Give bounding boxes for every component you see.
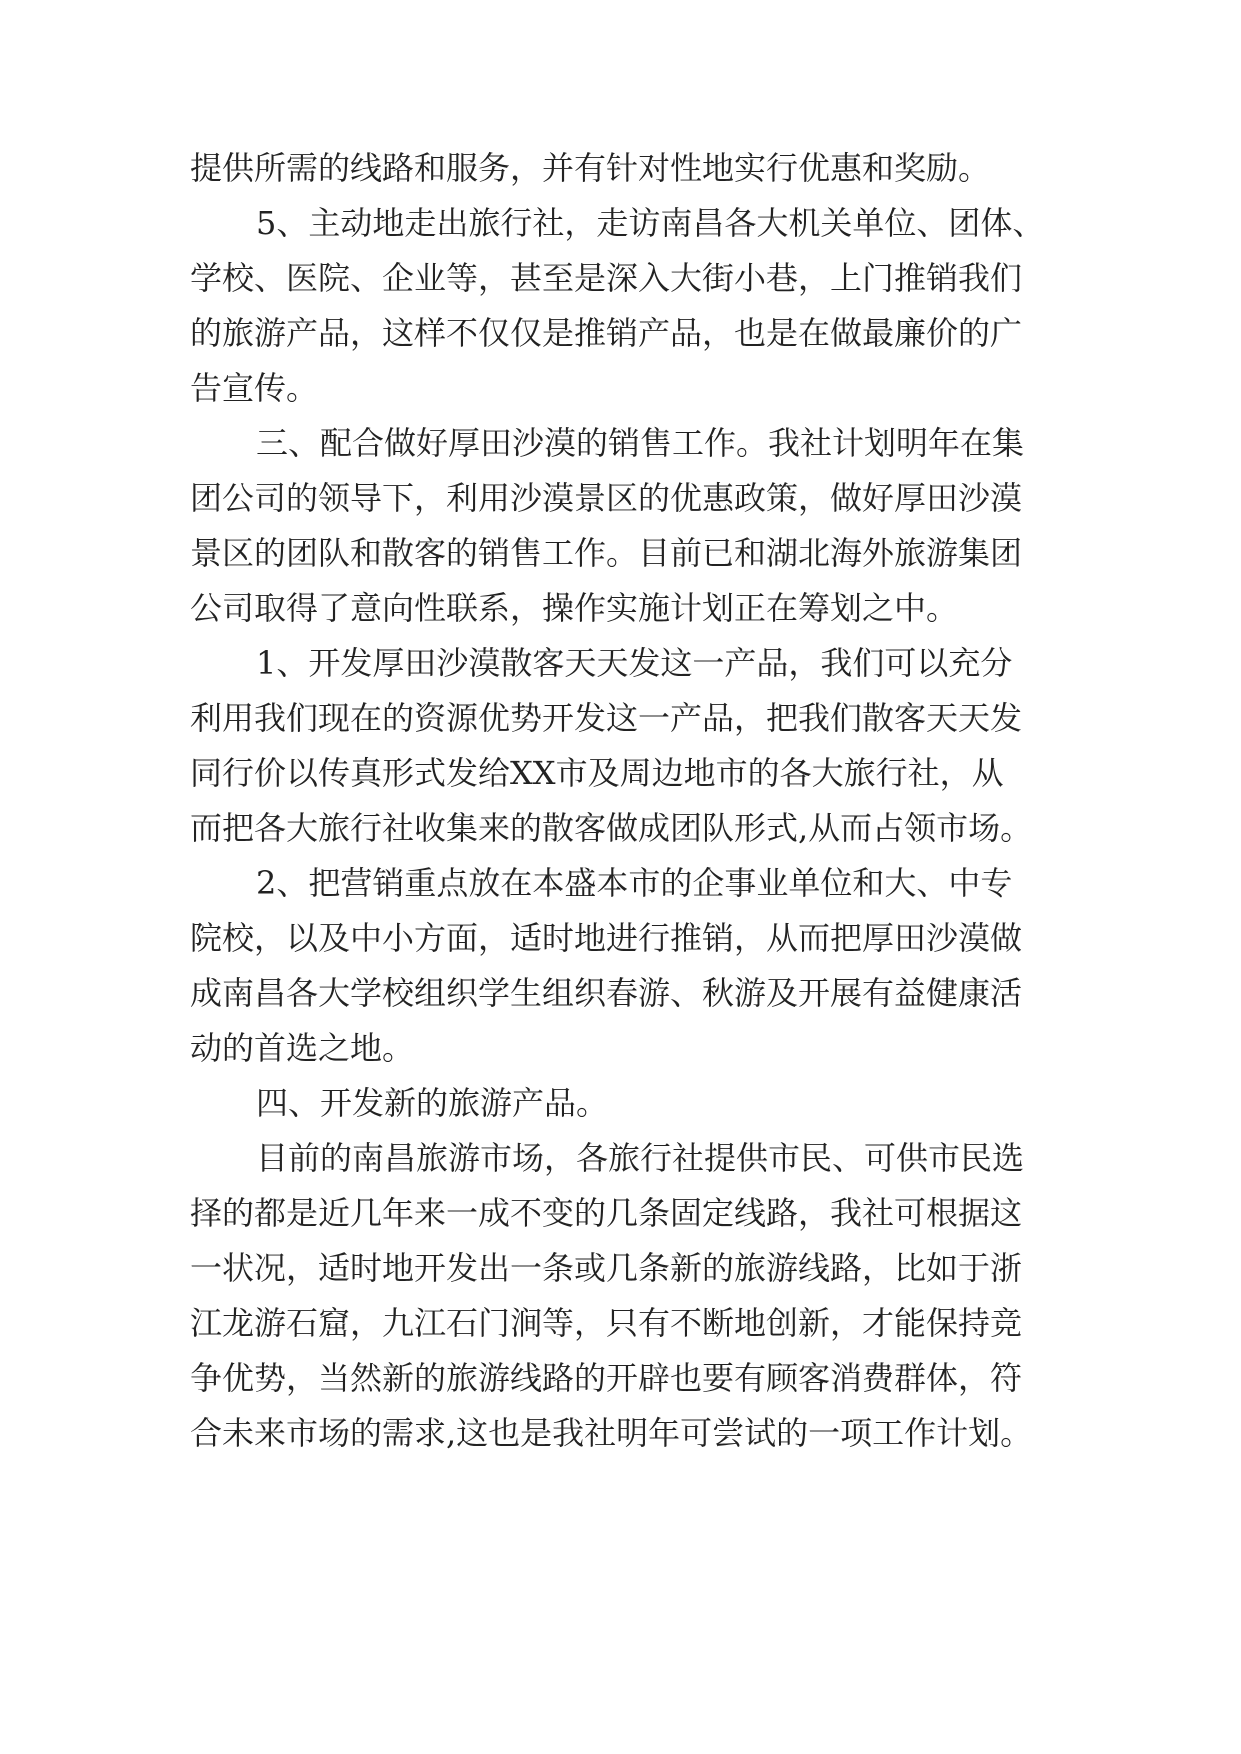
text-line: 同行价以传真形式发给XX市及周边地市的各大旅行社，从 — [190, 754, 1004, 792]
text-line: 成南昌各大学校组织学生组织春游、秋游及开展有益健康活 — [190, 974, 1023, 1012]
text-line: 团公司的领导下，利用沙漠景区的优惠政策，做好厚田沙漠 — [190, 479, 1023, 517]
text-line: 动的首选之地。 — [190, 1029, 415, 1067]
text-line: 江龙游石窟，九江石门涧等，只有不断地创新，才能保持竞 — [190, 1304, 1023, 1342]
text-line: 5、主动地走出旅行社，走访南昌各大机关单位、团体、 — [256, 204, 1045, 242]
text-line: 择的都是近几年来一成不变的几条固定线路，我社可根据这 — [190, 1194, 1023, 1232]
text-line: 一状况，适时地开发出一条或几条新的旅游线路，比如于浙 — [190, 1249, 1023, 1287]
text-line: 四、开发新的旅游产品。 — [256, 1084, 609, 1122]
text-line: 目前的南昌旅游市场，各旅行社提供市民、可供市民选 — [256, 1139, 1025, 1177]
text-line: 学校、医院、企业等，甚至是深入大街小巷，上门推销我们 — [190, 259, 1023, 297]
text-line: 利用我们现在的资源优势开发这一产品，把我们散客天天发 — [190, 699, 1023, 737]
text-line: 告宣传。 — [190, 369, 319, 407]
text-line: 合未来市场的需求,这也是我社明年可尝试的一项工作计划。 — [190, 1414, 1033, 1452]
text-line: 提供所需的线路和服务，并有针对性地实行优惠和奖励。 — [190, 149, 991, 187]
text-line: 而把各大旅行社收集来的散客做成团队形式,从而占领市场。 — [190, 809, 1033, 847]
text-line: 公司取得了意向性联系，操作实施计划正在筹划之中。 — [190, 589, 959, 627]
text-line: 景区的团队和散客的销售工作。目前已和湖北海外旅游集团 — [190, 534, 1023, 572]
text-line: 三、配合做好厚田沙漠的销售工作。我社计划明年在集 — [256, 424, 1025, 462]
text-line: 的旅游产品，这样不仅仅是推销产品，也是在做最廉价的广 — [190, 314, 1023, 352]
text-line: 2、把营销重点放在本盛本市的企事业单位和大、中专 — [256, 864, 1013, 902]
text-line: 1、开发厚田沙漠散客天天发这一产品，我们可以充分 — [256, 644, 1013, 682]
text-line: 院校，以及中小方面，适时地进行推销，从而把厚田沙漠做 — [190, 919, 1023, 957]
text-line: 争优势，当然新的旅游线路的开辟也要有顾客消费群体，符 — [190, 1359, 1023, 1397]
